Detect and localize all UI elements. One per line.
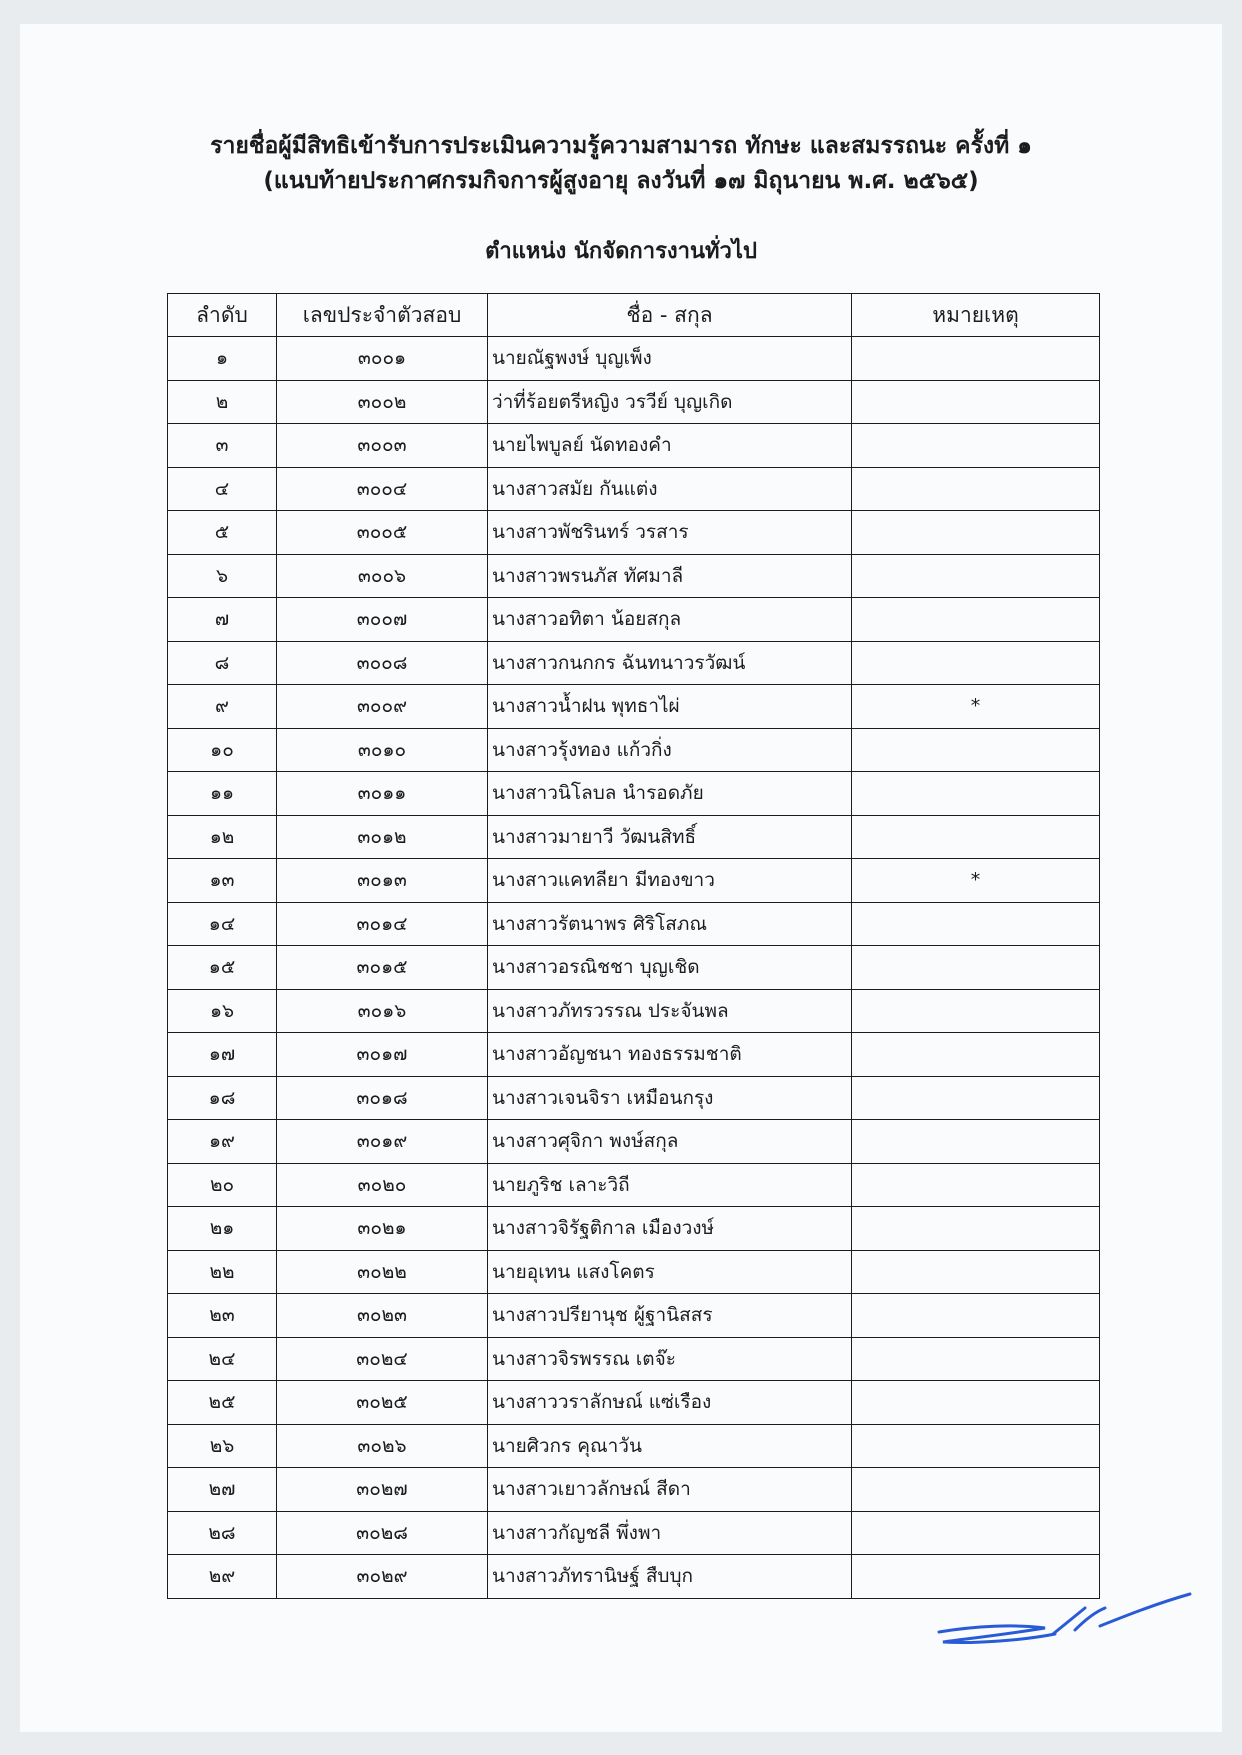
table-header-row xyxy=(168,294,1100,337)
cell-name: นางสาวรัตนาพร ศิริโสภณ xyxy=(488,902,852,946)
cell-exam-id: ๓๐๑๙ xyxy=(277,1120,488,1164)
cell-name: นายภูริช เลาะวิถี xyxy=(488,1163,852,1207)
cell-note xyxy=(852,946,1100,990)
cell-name: นางสาวนิโลบล นำรอดภัย xyxy=(488,772,852,816)
table-row xyxy=(168,1424,1100,1468)
cell-order: ๒๓ xyxy=(168,1294,277,1338)
cell-name: นางสาวอัญชนา ทองธรรมชาติ xyxy=(488,1033,852,1077)
document-subtitle: (แนบท้ายประกาศกรมกิจการผู้สูงอายุ ลงวันที่ ๑๗ มิถุนายน พ.ศ. ๒๕๖๕) xyxy=(263,168,979,194)
cell-note xyxy=(852,641,1100,685)
cell-exam-id: ๓๐๒๙ xyxy=(277,1555,488,1599)
cell-note xyxy=(852,815,1100,859)
cell-order: ๓ xyxy=(168,424,277,468)
cell-note xyxy=(852,1468,1100,1512)
cell-order: ๒๘ xyxy=(168,1511,277,1555)
cell-name: นายไพบูลย์ นัดทองคำ xyxy=(488,424,852,468)
cell-note: * xyxy=(852,859,1100,903)
table-row xyxy=(168,1511,1100,1555)
cell-exam-id: ๓๐๒๘ xyxy=(277,1511,488,1555)
cell-exam-id: ๓๐๐๙ xyxy=(277,685,488,729)
cell-note xyxy=(852,1120,1100,1164)
cell-order: ๒๐ xyxy=(168,1163,277,1207)
cell-order: ๙ xyxy=(168,685,277,729)
cell-note xyxy=(852,1207,1100,1251)
cell-name: นางสาวแคทลียา มีทองขาว xyxy=(488,859,852,903)
table-row xyxy=(168,815,1100,859)
cell-order: ๑๖ xyxy=(168,989,277,1033)
cell-exam-id: ๓๐๐๓ xyxy=(277,424,488,468)
cell-order: ๒๒ xyxy=(168,1250,277,1294)
cell-name: นางสาวจิรัฐติกาล เมืองวงษ์ xyxy=(488,1207,852,1251)
table-row xyxy=(168,1163,1100,1207)
table-row xyxy=(168,1381,1100,1425)
cell-name: นางสาวพัชรินทร์ วรสาร xyxy=(488,511,852,555)
cell-exam-id: ๓๐๒๖ xyxy=(277,1424,488,1468)
cell-exam-id: ๓๐๑๔ xyxy=(277,902,488,946)
cell-order: ๒๙ xyxy=(168,1555,277,1599)
cell-name: นางสาวอรณิชชา บุญเชิด xyxy=(488,946,852,990)
column-header-order: ลำดับ xyxy=(168,294,277,337)
position-heading: ตำแหน่ง นักจัดการงานทั่วไป xyxy=(485,239,757,264)
cell-exam-id: ๓๐๐๔ xyxy=(277,467,488,511)
cell-name: นางสาวน้ำฝน พุทธาไผ่ xyxy=(488,685,852,729)
cell-name: นางสาวเจนจิรา เหมือนกรุง xyxy=(488,1076,852,1120)
cell-note xyxy=(852,902,1100,946)
cell-note xyxy=(852,380,1100,424)
cell-name: นายอุเทน แสงโคตร xyxy=(488,1250,852,1294)
cell-name: นางสาวศุจิกา พงษ์สกุล xyxy=(488,1120,852,1164)
table-row xyxy=(168,728,1100,772)
table-row xyxy=(168,598,1100,642)
cell-order: ๔ xyxy=(168,467,277,511)
cell-note xyxy=(852,511,1100,555)
cell-exam-id: ๓๐๑๕ xyxy=(277,946,488,990)
cell-name: ว่าที่ร้อยตรีหญิง วรวีย์ บุญเกิด xyxy=(488,380,852,424)
column-header-note: หมายเหตุ xyxy=(852,294,1100,337)
cell-note xyxy=(852,1424,1100,1468)
cell-order: ๕ xyxy=(168,511,277,555)
candidate-table xyxy=(167,293,1100,1599)
cell-name: นางสาวมายาวี วัฒนสิทธิ์ xyxy=(488,815,852,859)
cell-name: นางสาวกัญชลี พึ่งพา xyxy=(488,1511,852,1555)
cell-order: ๒๗ xyxy=(168,1468,277,1512)
cell-exam-id: ๓๐๐๕ xyxy=(277,511,488,555)
table-row xyxy=(168,1468,1100,1512)
cell-exam-id: ๓๐๒๑ xyxy=(277,1207,488,1251)
cell-exam-id: ๓๐๐๘ xyxy=(277,641,488,685)
cell-order: ๑๓ xyxy=(168,859,277,903)
cell-order: ๑๐ xyxy=(168,728,277,772)
cell-note xyxy=(852,554,1100,598)
cell-name: นางสาวอทิตา น้อยสกุล xyxy=(488,598,852,642)
cell-order: ๑๒ xyxy=(168,815,277,859)
cell-note xyxy=(852,1033,1100,1077)
table-row xyxy=(168,1207,1100,1251)
cell-exam-id: ๓๐๒๐ xyxy=(277,1163,488,1207)
column-header-exam-id: เลขประจำตัวสอบ xyxy=(277,294,488,337)
cell-exam-id: ๓๐๑๘ xyxy=(277,1076,488,1120)
cell-order: ๑๕ xyxy=(168,946,277,990)
cell-note xyxy=(852,1381,1100,1425)
cell-exam-id: ๓๐๑๑ xyxy=(277,772,488,816)
cell-order: ๑๔ xyxy=(168,902,277,946)
table-row xyxy=(168,641,1100,685)
cell-exam-id: ๓๐๑๖ xyxy=(277,989,488,1033)
cell-name: นางสาววราลักษณ์ แซ่เรือง xyxy=(488,1381,852,1425)
column-header-name: ชื่อ - สกุล xyxy=(488,294,852,337)
table-row xyxy=(168,337,1100,381)
cell-name: นางสาวรุ้งทอง แก้วกิ่ง xyxy=(488,728,852,772)
cell-order: ๑ xyxy=(168,337,277,381)
cell-order: ๘ xyxy=(168,641,277,685)
table-row xyxy=(168,772,1100,816)
table-row xyxy=(168,685,1100,729)
cell-name: นางสาวเยาวลักษณ์ สีดา xyxy=(488,1468,852,1512)
signature-image xyxy=(935,1590,1195,1650)
table-row xyxy=(168,1076,1100,1120)
cell-order: ๒๔ xyxy=(168,1337,277,1381)
cell-note xyxy=(852,989,1100,1033)
cell-note xyxy=(852,1076,1100,1120)
table-row xyxy=(168,1294,1100,1338)
cell-order: ๒ xyxy=(168,380,277,424)
table-body xyxy=(168,337,1100,1599)
cell-order: ๑๙ xyxy=(168,1120,277,1164)
cell-name: นายณัฐพงษ์ บุญเพ็ง xyxy=(488,337,852,381)
cell-exam-id: ๓๐๒๔ xyxy=(277,1337,488,1381)
cell-exam-id: ๓๐๒๒ xyxy=(277,1250,488,1294)
table-row xyxy=(168,1033,1100,1077)
cell-exam-id: ๓๐๑๗ xyxy=(277,1033,488,1077)
cell-exam-id: ๓๐๑๒ xyxy=(277,815,488,859)
cell-note xyxy=(852,337,1100,381)
document-title: รายชื่อผู้มีสิทธิเข้ารับการประเมินความรู้ความสามารถ ทักษะ และสมรรถนะ ครั้งที่ ๑ xyxy=(210,133,1032,159)
cell-note xyxy=(852,1337,1100,1381)
table-row xyxy=(168,946,1100,990)
cell-exam-id: ๓๐๐๒ xyxy=(277,380,488,424)
table-row xyxy=(168,1250,1100,1294)
cell-note xyxy=(852,1511,1100,1555)
cell-order: ๒๕ xyxy=(168,1381,277,1425)
cell-exam-id: ๓๐๑๐ xyxy=(277,728,488,772)
cell-name: นางสาวภัทรวรรณ ประจันพล xyxy=(488,989,852,1033)
table-row xyxy=(168,424,1100,468)
cell-order: ๒๖ xyxy=(168,1424,277,1468)
cell-name: นางสาวพรนภัส ทัศมาลี xyxy=(488,554,852,598)
table-row xyxy=(168,859,1100,903)
cell-exam-id: ๓๐๑๓ xyxy=(277,859,488,903)
table-row xyxy=(168,467,1100,511)
cell-exam-id: ๓๐๒๓ xyxy=(277,1294,488,1338)
cell-name: นายศิวกร คุณาวัน xyxy=(488,1424,852,1468)
cell-order: ๒๑ xyxy=(168,1207,277,1251)
cell-exam-id: ๓๐๒๗ xyxy=(277,1468,488,1512)
table-row xyxy=(168,554,1100,598)
cell-note xyxy=(852,1250,1100,1294)
cell-order: ๑๑ xyxy=(168,772,277,816)
cell-name: นางสาวปรียานุช ผู้ฐานิสสร xyxy=(488,1294,852,1338)
cell-exam-id: ๓๐๐๑ xyxy=(277,337,488,381)
table-row xyxy=(168,1120,1100,1164)
table-row xyxy=(168,902,1100,946)
cell-order: ๑๘ xyxy=(168,1076,277,1120)
cell-note xyxy=(852,598,1100,642)
table-row xyxy=(168,1337,1100,1381)
cell-note xyxy=(852,424,1100,468)
cell-name: นางสาวภัทรานิษฐ์ สืบบุก xyxy=(488,1555,852,1599)
cell-order: ๗ xyxy=(168,598,277,642)
cell-note: * xyxy=(852,685,1100,729)
cell-name: นางสาวกนกกร ฉันทนาวรวัฒน์ xyxy=(488,641,852,685)
cell-name: นางสาวสมัย กันแต่ง xyxy=(488,467,852,511)
cell-order: ๖ xyxy=(168,554,277,598)
table-row xyxy=(168,380,1100,424)
cell-name: นางสาวจิรพรรณ เตจ๊ะ xyxy=(488,1337,852,1381)
cell-note xyxy=(852,772,1100,816)
cell-order: ๑๗ xyxy=(168,1033,277,1077)
cell-note xyxy=(852,728,1100,772)
table-row xyxy=(168,989,1100,1033)
cell-exam-id: ๓๐๐๗ xyxy=(277,598,488,642)
cell-exam-id: ๓๐๐๖ xyxy=(277,554,488,598)
cell-note xyxy=(852,1163,1100,1207)
table-row xyxy=(168,511,1100,555)
cell-exam-id: ๓๐๒๕ xyxy=(277,1381,488,1425)
cell-note xyxy=(852,467,1100,511)
cell-note xyxy=(852,1294,1100,1338)
